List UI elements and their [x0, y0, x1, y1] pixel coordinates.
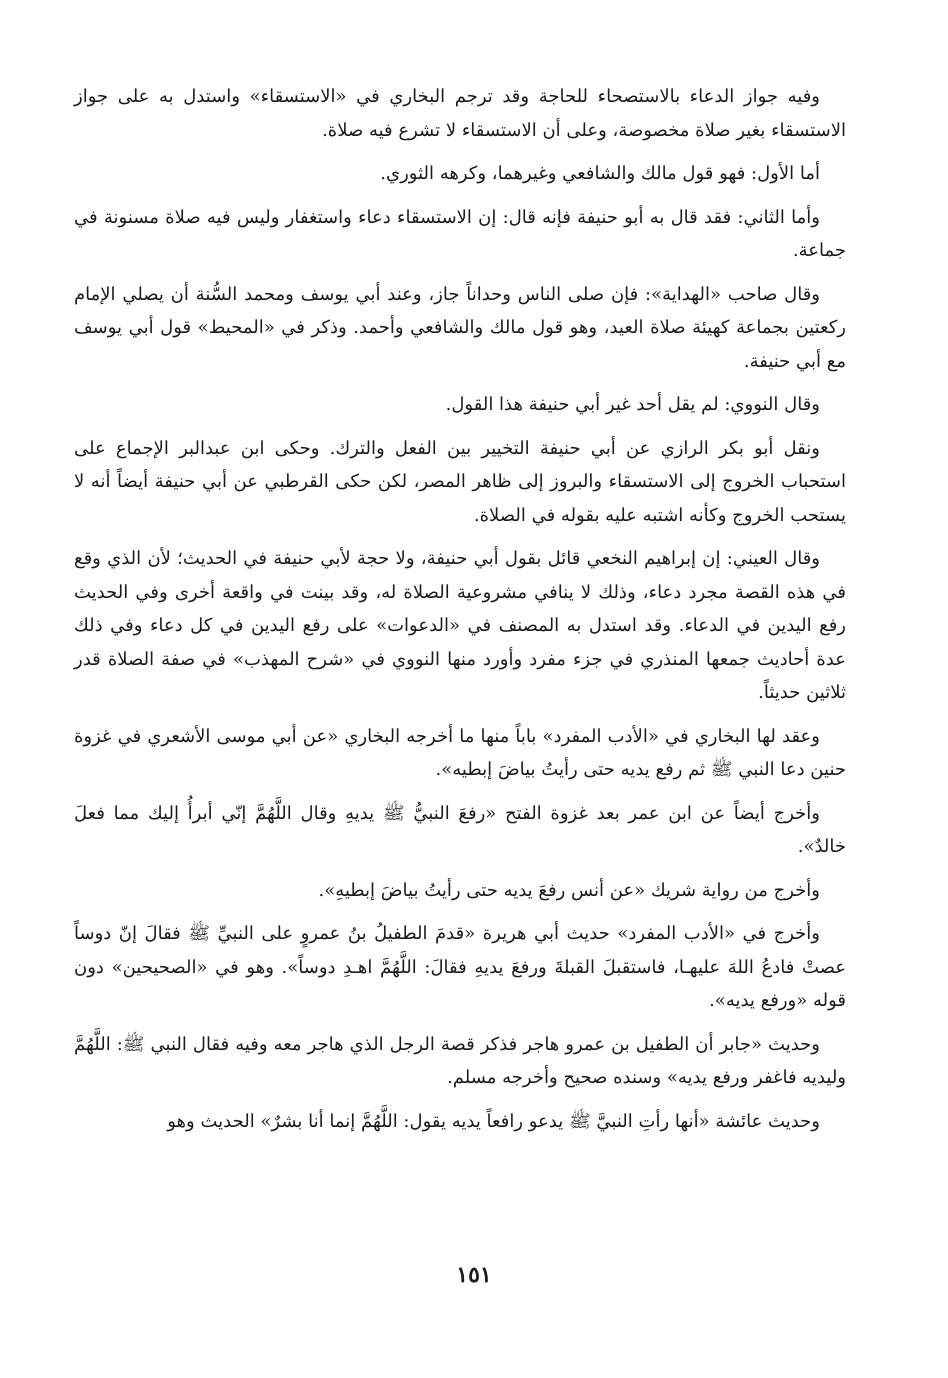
page-number: ١٥١ — [456, 1262, 492, 1288]
body-text — [74, 80, 846, 1148]
paragraph-1: وفيه جواز الدعاء بالاستصحاء للحاجة وقد ترجم البخاري في «الاستسقاء» واستدل به على جواز الاستسقاء بغير صلاة مخصوصة، وعلى أن الاستسقاء لا تشرع فيه صلاة. — [74, 86, 846, 141]
paragraph-12: وحديث «جابر أن الطفيل بن عمرو هاجر فذكر قصة الرجل الذي هاجر معه وفيه فقال النبي ﷺ: اللَّهُمَّ وليديه فاغفر ورفع يديه» وسنده صحيح وأخرجه مسلم. — [74, 1033, 846, 1088]
paragraph-6: ونقل أبو بكر الرازي عن أبي حنيفة التخيير بين الفعل والترك. وحكى ابن عبدالبر الإجماع على استحباب الخروج إلى الاستسقاء والبروز إلى ظاهر المصر، لكن حكى القرطبي عن أبي حنيفة أيضاً أنه لا يستحب الخروج وكأنه اشتبه عليه بقوله في الصلاة. — [74, 437, 846, 526]
paragraph-11: وأخرج في «الأدب المفرد» حديث أبي هريرة «قدمَ الطفيلُ بنُ عمروٍ على النبيِّ ﷺ فقالَ إنّ دوساً عصتْ فادعُ اللهَ عليهـا، فاستقبلَ القبلةَ ورفعَ يديهِ فقالَ: اللَّهُمَّ اهـدِ دوساً». وهو في «الصحيحين» دون قوله «ورفع يديه». — [74, 923, 846, 1011]
paragraph-13: وحديث عائشة «أنها رأتِ النبيَّ ﷺ يدعو رافعاً يديه يقول: اللَّهُمَّ إنما أنا بشرٌ» الحديث وهو — [167, 1110, 820, 1132]
paragraph-2: أما الأول: فهو قول مالك والشافعي وغيرهما، وكرهه الثوري. — [380, 163, 820, 184]
paragraph-10: وأخرج من رواية شريك «عن أنس رفعَ يديه حتى رأيتُ بياضَ إبطيهِ». — [318, 879, 820, 901]
paragraph-8: وعقد لها البخاري في «الأدب المفرد» باباً منها ما أخرجه البخاري «عن أبي موسى الأشعري في غزوة حنين دعا النبي ﷺ ثم رفع يديه حتى رأيتُ بياضَ إبطيه». — [74, 725, 846, 780]
paragraph-3: وأما الثاني: فقد قال به أبو حنيفة فإنه قال: إن الاستسقاء دعاء واستغفار وليس فيه صلاة مسنونة في جماعة. — [74, 206, 846, 261]
paragraph-9: وأخرج أيضاً عن ابن عمر بعد غزوة الفتح «رفعَ النبيُّ ﷺ يديهِ وقال اللَّهُمَّ إنّي أبرأُ إليك مما فعلَ خالدٌ». — [74, 802, 846, 857]
paragraph-7: وقال العيني: إن إبراهيم النخعي قائل بقول أبي حنيفة، ولا حجة لأبي حنيفة في الحديث؛ لأن الذي وقع في هذه القصة مجرد دعاء، وذلك لا ينافي مشروعية الصلاة له، وقد بينت في واقعة أخرى وفي الحديث رفع اليدين في الدعاء. وقد استدل به المصنف في «الدعوات» على رفع اليدين في كل دعاء وفي ذلك عدة أحاديث جمعها المنذري في جزء مفرد وأورد منها النووي في «شرح المهذب» في صفة الصلاة قدر ثلاثين حديثاً. — [74, 548, 846, 703]
paragraph-5: وقال النووي: لم يقل أحد غير أبي حنيفة هذا القول. — [445, 394, 820, 415]
paragraph-4: وقال صاحب «الهداية»: فإن صلى الناس وحداناً جاز، وعند أبي يوسف ومحمد السُّنة أن يصلي الإمام ركعتين بجماعة كهيئة صلاة العيد، وهو قول مالك والشافعي وأحمد. وذكر في «المحيط» قول أبي يوسف مع أبي حنيفة. — [74, 283, 846, 372]
